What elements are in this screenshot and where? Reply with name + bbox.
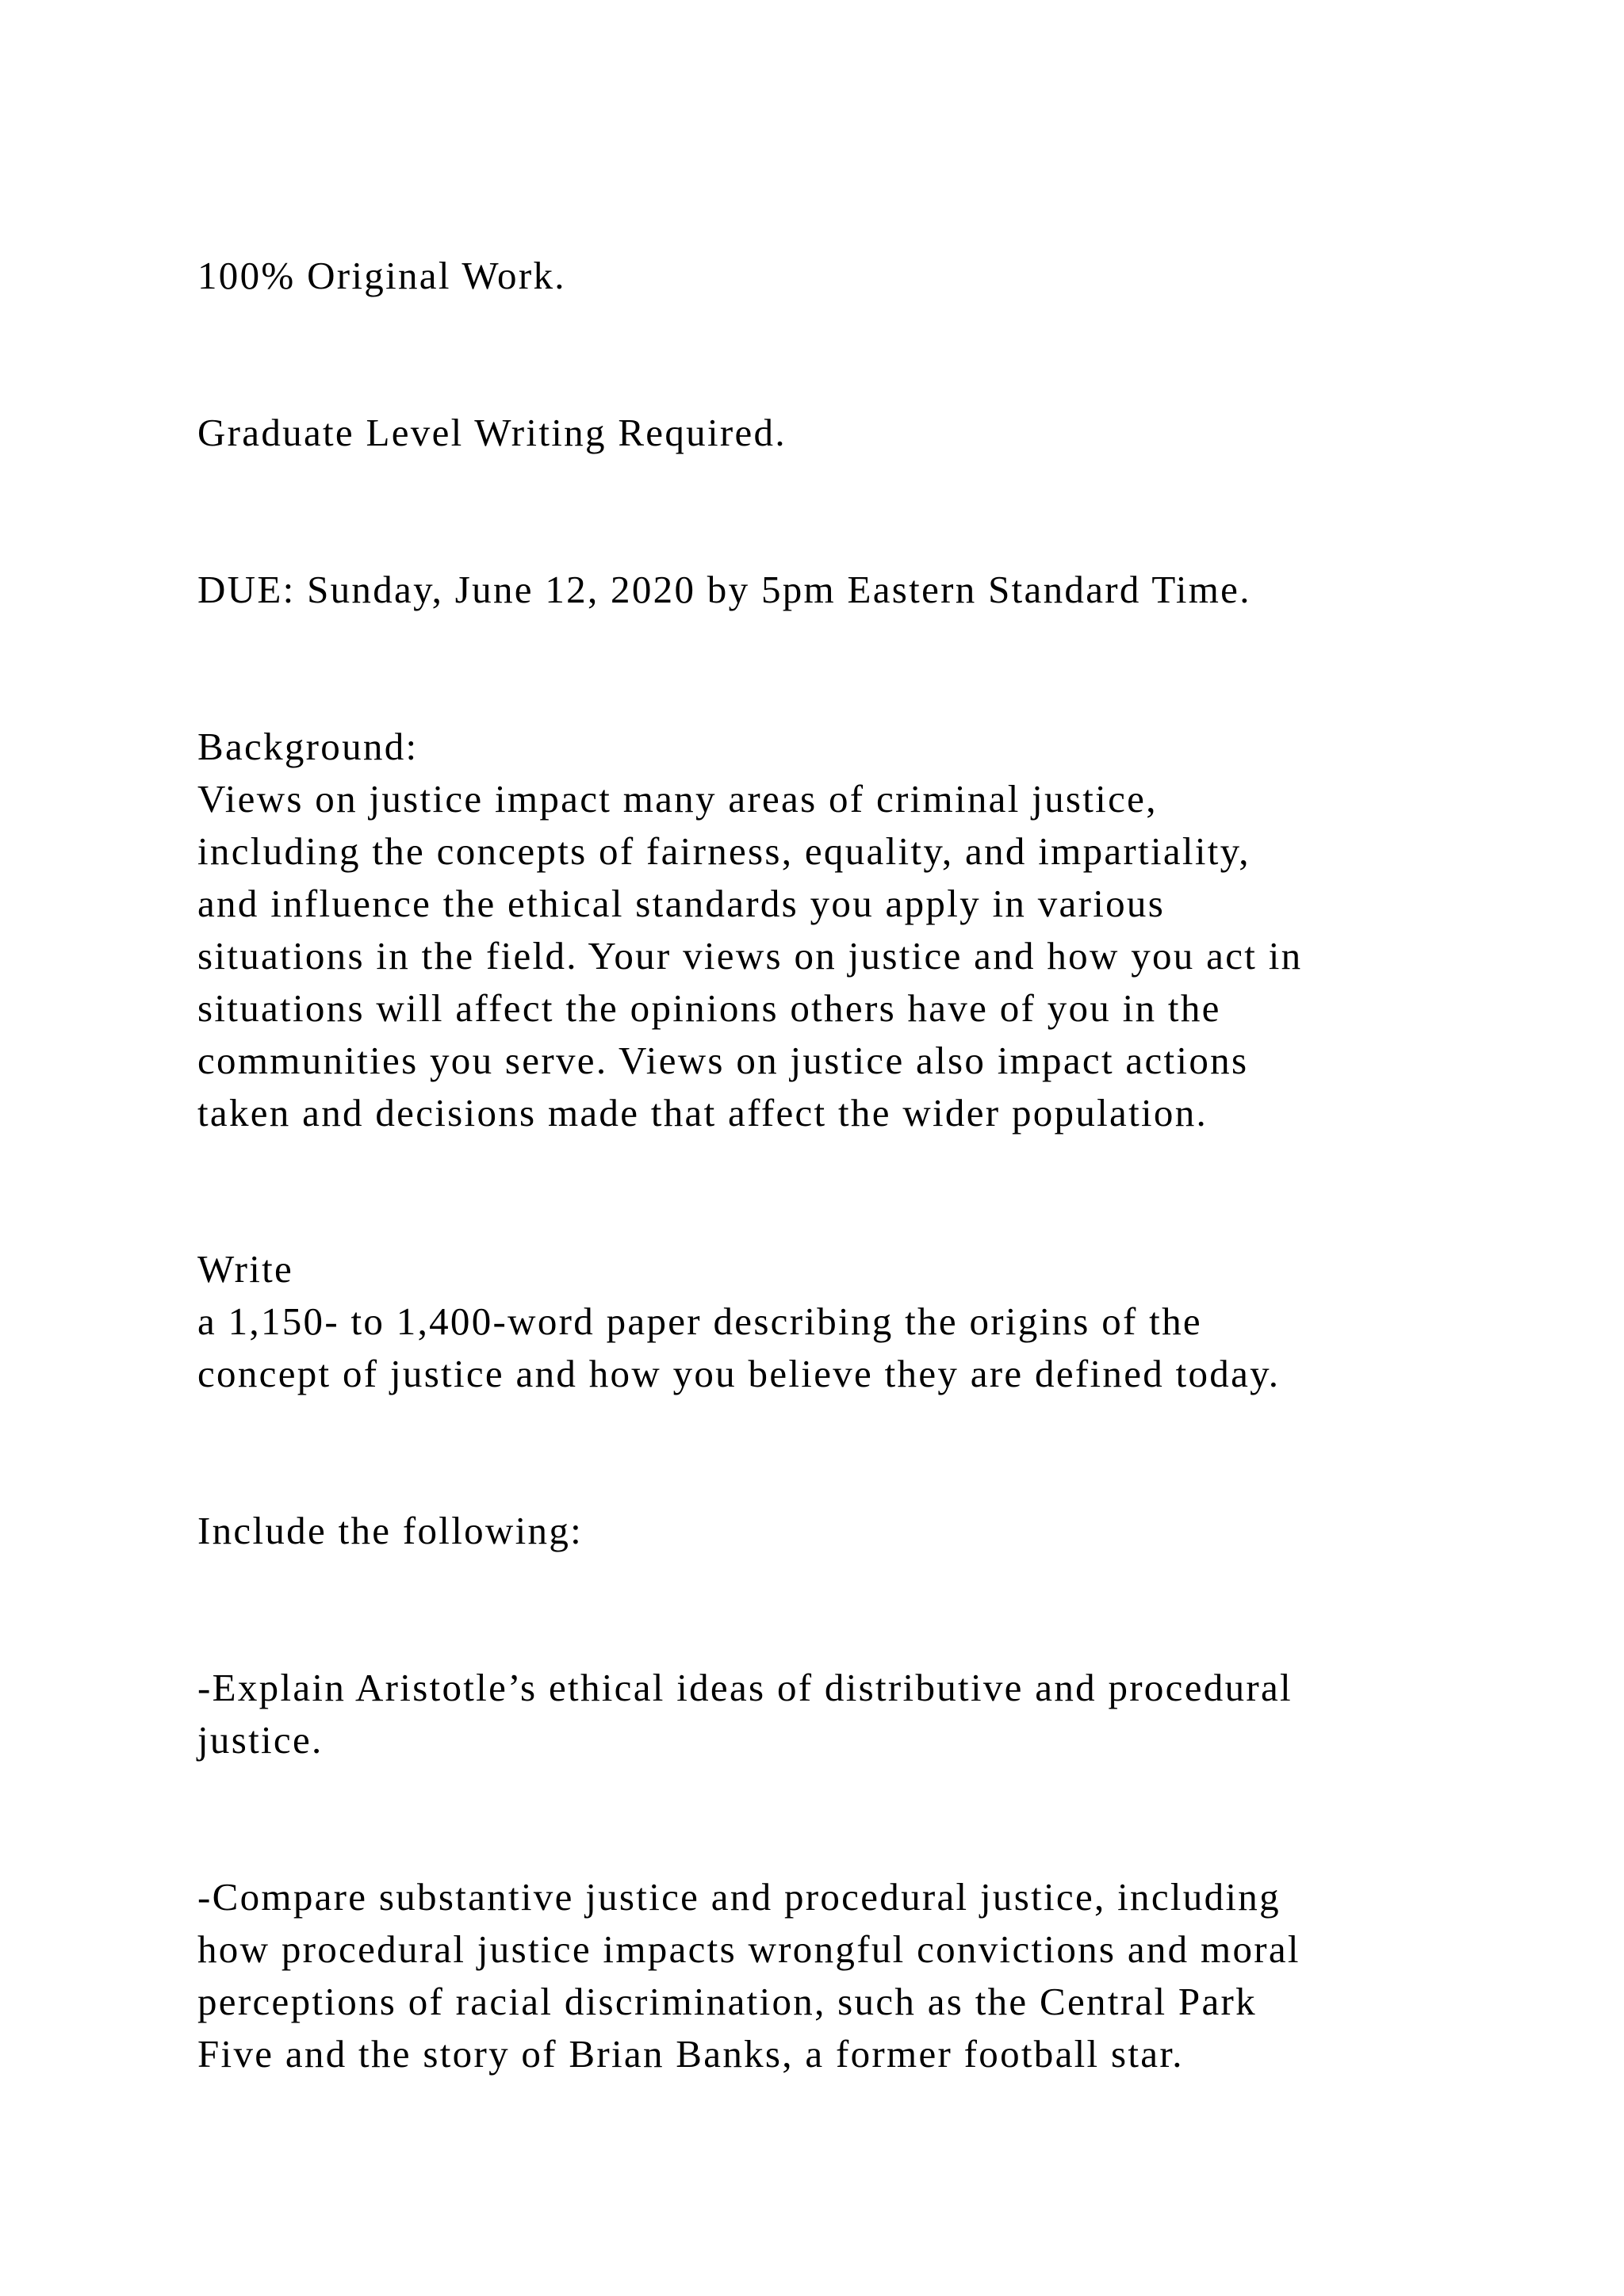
write-heading: Write <box>197 1247 294 1291</box>
background-line-6: communities you serve. Views on justice also impact actions <box>197 1039 1249 1082</box>
item2-line-2: how procedural justice impacts wrongful convictions and moral <box>197 1927 1300 1971</box>
background-line-3: and influence the ethical standards you apply in various <box>197 882 1166 925</box>
writing-level-line: Graduate Level Writing Required. <box>197 411 787 454</box>
item2-line-3: perceptions of racial discrimination, such as the Central Park <box>197 1980 1257 2023</box>
background-line-5: situations will affect the opinions others have of you in the <box>197 986 1221 1030</box>
write-line-1: a 1,150- to 1,400-word paper describing the origins of the <box>197 1299 1202 1343</box>
original-work-line: 100% Original Work. <box>197 254 566 297</box>
background-heading: Background: <box>197 725 419 768</box>
item2-line-1: -Compare substantive justice and procedural justice, including <box>197 1875 1281 1919</box>
background-line-1: Views on justice impact many areas of criminal justice, <box>197 777 1158 821</box>
include-heading: Include the following: <box>197 1509 584 1552</box>
item1-line-2: justice. <box>197 1718 324 1762</box>
item2-line-4: Five and the story of Brian Banks, a former football star. <box>197 2032 1184 2076</box>
background-line-2: including the concepts of fairness, equality, and impartiality, <box>197 829 1251 873</box>
background-line-4: situations in the field. Your views on justice and how you act in <box>197 934 1303 978</box>
background-line-7: taken and decisions made that affect the wider population. <box>197 1091 1208 1135</box>
item1-line-1: -Explain Aristotle’s ethical ideas of distributive and procedural <box>197 1666 1293 1709</box>
write-line-2: concept of justice and how you believe they are defined today. <box>197 1352 1281 1395</box>
due-date-line: DUE: Sunday, June 12, 2020 by 5pm Eastern Standard Time. <box>197 568 1251 611</box>
